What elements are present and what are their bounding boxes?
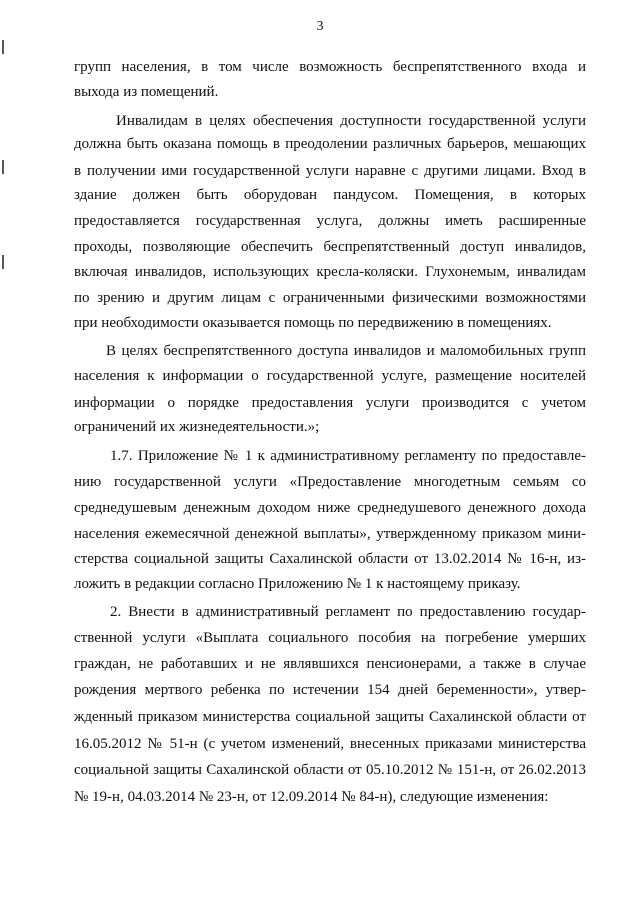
paragraph-line: граждан, не работавших и не являвшихся пенсионерами, а также в случае bbox=[74, 656, 586, 672]
paragraph-line: по зрению и другим лицам с ограниченными физическими возможностями bbox=[74, 290, 586, 306]
paragraph-line: жденный приказом министерства социальной защиты Сахалинской области от bbox=[74, 709, 586, 725]
paragraph-line: стерства социальной защиты Сахалинской области от 13.02.2014 № 16-н, из- bbox=[74, 551, 586, 567]
paragraph-line: включая инвалидов, использующих кресла-коляски. Глухонемым, инвалидам bbox=[74, 264, 586, 280]
paragraph-line: информации о порядке предоставления услуги производится с учетом bbox=[74, 395, 586, 411]
paragraph-line: ложить в редакции согласно Приложению № 1 к настоящему приказу. bbox=[74, 576, 521, 592]
scan-margin-mark bbox=[2, 40, 4, 54]
paragraph-line: выхода из помещений. bbox=[74, 84, 219, 100]
paragraph-line: социальной защиты Сахалинской области от 05.10.2012 № 151-н, от 26.02.2013 bbox=[74, 762, 586, 778]
paragraph-line: в получении ими государственной услуги наравне с другими лицами. Вход в bbox=[74, 163, 586, 179]
paragraph-line: Инвалидам в целях обеспечения доступности государственной услуги bbox=[116, 113, 586, 129]
paragraph-line: № 19-н, 04.03.2014 № 23-н, от 12.09.2014 № 84-н), следующие изменения: bbox=[74, 789, 549, 805]
paragraph-line: при необходимости оказывается помощь по передвижению в помещениях. bbox=[74, 315, 552, 331]
paragraph-line: В целях беспрепятственного доступа инвалидов и маломобильных групп bbox=[106, 343, 586, 359]
paragraph-line: должна быть оказана помощь в преодолении различных барьеров, мешающих bbox=[74, 136, 586, 152]
paragraph-line: нию государственной услуги «Предоставление многодетным семьям со bbox=[74, 474, 586, 490]
paragraph-line: предоставляется государственная услуга, должны иметь расширенные bbox=[74, 213, 586, 229]
page-number: 3 bbox=[316, 19, 324, 34]
paragraph-line: населения к информации о государственной услуге, размещение носителей bbox=[74, 368, 586, 384]
paragraph-line: населения ежемесячной денежной выплаты», утвержденному приказом мини- bbox=[74, 526, 586, 542]
paragraph-line: рождения мертвого ребенка по истечении 154 дней беременности», утвер- bbox=[74, 682, 586, 698]
paragraph-line: 1.7. Приложение № 1 к административному регламенту по предоставле- bbox=[110, 448, 586, 464]
paragraph-line: групп населения, в том числе возможность беспрепятственного входа и bbox=[74, 59, 586, 75]
paragraph-line: 2. Внести в административный регламент по предоставлению государ- bbox=[110, 604, 586, 620]
paragraph-line: здание должен быть оборудован пандусом. Помещения, в которых bbox=[74, 187, 586, 203]
paragraph-line: проходы, позволяющие обеспечить беспрепятственный доступ инвалидов, bbox=[74, 239, 586, 255]
scan-margin-mark bbox=[2, 160, 4, 174]
paragraph-line: 16.05.2012 № 51-н (с учетом изменений, внесенных приказами министерства bbox=[74, 736, 586, 752]
paragraph-line: среднедушевым денежным доходом ниже среднедушевого денежного дохода bbox=[74, 500, 586, 516]
scan-margin-mark bbox=[2, 255, 4, 269]
paragraph-line: ограничений их жизнедеятельности.»; bbox=[74, 419, 320, 435]
paragraph-line: ственной услуги «Выплата социального пособия на погребение умерших bbox=[74, 630, 586, 646]
